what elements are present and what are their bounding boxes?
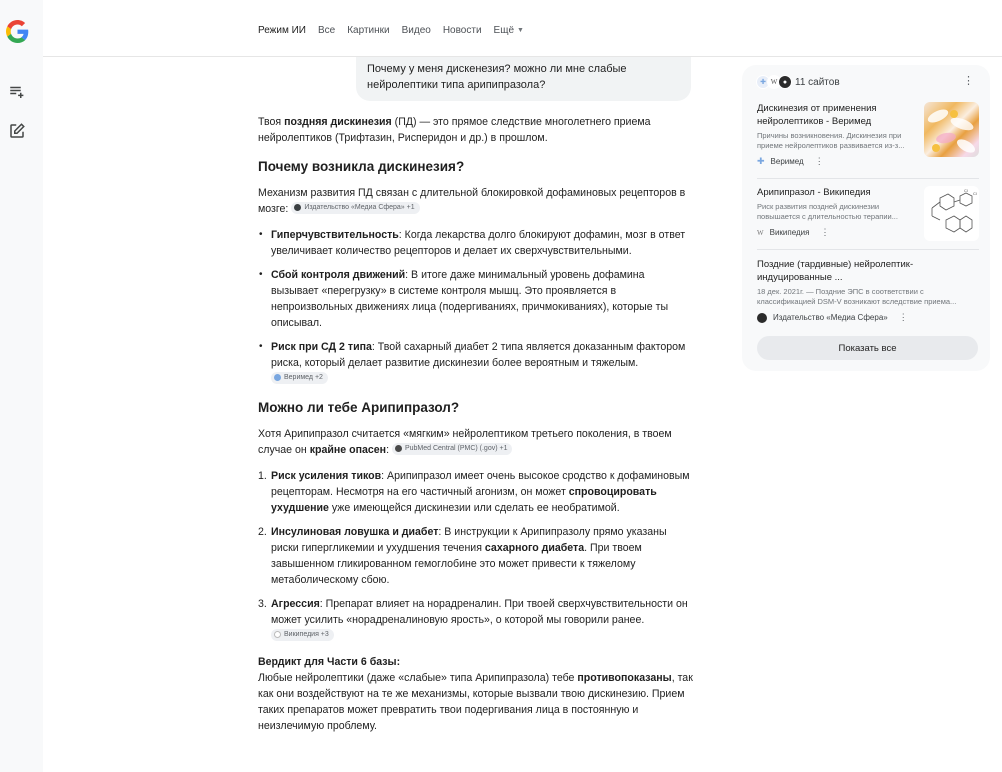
- verdict-title: Вердикт для Части 6 базы:: [258, 656, 401, 668]
- citation-chip[interactable]: [291, 202, 419, 214]
- tab-more[interactable]: [494, 25, 524, 36]
- sources-count: 11 сайтов: [795, 76, 840, 88]
- text: :: [386, 444, 392, 456]
- bold-text: противопоказаны: [577, 672, 672, 684]
- citation-chip[interactable]: [392, 443, 513, 455]
- tab-ai-mode[interactable]: Режим ИИ: [258, 25, 306, 36]
- tab-more-label: Ещё: [493, 25, 515, 36]
- tab-all[interactable]: Все: [317, 25, 336, 36]
- text: Механизм развития ПД связан с длительной блокировкой дофаминовых рецепторов в мозге:: [258, 187, 686, 215]
- wikipedia-favicon-icon: W: [767, 75, 781, 89]
- show-all-button[interactable]: Показать все: [757, 336, 978, 360]
- bold-text: сахарного диабета: [484, 542, 585, 554]
- bold-text: Гиперчувствительность: [271, 229, 399, 241]
- more-options-icon[interactable]: ⋮: [963, 75, 974, 87]
- svg-text:Cl: Cl: [964, 188, 968, 193]
- source-snippet: Причины возникновения. Дискинезия при приеме нейролептиков развивается из-з...: [757, 131, 905, 150]
- list-item: [271, 227, 693, 259]
- source-site-name: Википедия: [769, 228, 810, 237]
- item-number: 3.: [258, 598, 267, 610]
- source-snippet: 18 дек. 2021г. — Поздние ЭПС в соответствии с классификацией DSM-V возникают вследствие приема...: [757, 287, 957, 306]
- more-options-icon[interactable]: ⋮: [898, 312, 908, 322]
- source-title: Дискинезия от применения нейролептиков - Веримед: [757, 103, 877, 127]
- citation-label: Википедия +3: [284, 630, 329, 638]
- text: . При твоем завышенном гликированном гемоглобине это может привести к тяжелому метаболическому сбою.: [271, 542, 642, 586]
- text: (ПД) — это прямое следствие многолетнего приема нейролептиков (Трифтазин, Рисперидон и др.) в прошлом.: [258, 116, 651, 144]
- bold-text: Риск при СД 2 типа: [271, 341, 372, 353]
- verimed-favicon-icon: [274, 374, 281, 381]
- list-item: [258, 596, 693, 644]
- list-item: [271, 267, 693, 331]
- wikipedia-favicon-icon: W: [757, 228, 764, 237]
- mediasphere-favicon-icon: [757, 313, 767, 323]
- source-card[interactable]: [757, 258, 979, 328]
- bullet-list: [271, 227, 693, 387]
- numbered-list: [258, 468, 693, 644]
- molecule-thumbnail: [924, 186, 979, 241]
- source-site-name: Веримед: [770, 157, 804, 166]
- pills-thumbnail: [924, 102, 979, 157]
- source-site: [757, 312, 979, 323]
- google-logo-icon[interactable]: [6, 20, 29, 43]
- section-heading: Почему возникла дискинезия?: [258, 159, 465, 174]
- intro-paragraph: [258, 114, 693, 146]
- list-item: [271, 339, 693, 387]
- item-number: 2.: [258, 526, 267, 538]
- divider: [757, 249, 979, 250]
- bold-text: крайне опасен: [309, 444, 387, 456]
- citation-chip[interactable]: [271, 629, 334, 641]
- left-rail: [0, 0, 43, 772]
- verimed-favicon-icon: ✚: [756, 75, 770, 89]
- section-heading: Можно ли тебе Арипипразол?: [258, 400, 460, 415]
- chevron-down-icon: ▼: [517, 27, 524, 34]
- bold-text: Сбой контроля движений: [271, 269, 406, 281]
- bold-text: Риск усиления тиков: [271, 470, 382, 482]
- source-site-name: Издательство «Медиа Сфера»: [773, 313, 888, 322]
- citation-label: Издательство «Медиа Сфера» +1: [304, 203, 415, 211]
- text: : Арипипразол имеет очень высокое сродство к дофаминовым рецепторам. Несмотря на его частичный агонизм, он может: [271, 470, 690, 498]
- more-options-icon[interactable]: ⋮: [820, 227, 830, 237]
- tab-images[interactable]: Картинки: [347, 25, 390, 36]
- citation-label: Веримед +2: [284, 373, 323, 381]
- divider: [757, 178, 979, 179]
- text: Любые нейролептики (даже «слабые» типа Арипипразола) тебе: [258, 672, 578, 684]
- mechanism-paragraph: [258, 185, 693, 217]
- mediasphere-favicon-icon: ●: [778, 75, 792, 89]
- list-item: [258, 468, 693, 516]
- more-options-icon[interactable]: ⋮: [814, 156, 824, 166]
- source-favicons: [756, 75, 789, 89]
- source-title: Арипипразол - Википедия: [757, 187, 871, 198]
- svg-text:Cl: Cl: [973, 191, 977, 196]
- aripiprazole-paragraph: [258, 426, 693, 458]
- source-card[interactable]: [757, 102, 979, 166]
- mediasphere-favicon-icon: [294, 204, 301, 211]
- text: , так как они воздействуют на те же механизмы, которые вызвали твою дискинезию. Прием таких препаратов может превратить твои подергивания лица в постоянную и неизлечимую проблему.: [258, 672, 693, 732]
- edit-icon[interactable]: [8, 122, 26, 140]
- text: Твоя: [258, 116, 285, 128]
- source-title: Поздние (тардивные) нейролептик-индуцированные ...: [757, 259, 914, 283]
- list-item: [258, 524, 693, 588]
- sources-panel: [742, 65, 990, 371]
- source-snippet: Риск развития поздней дискинезии повышается с длительностью терапии...: [757, 202, 898, 221]
- text: : В инструкции к Арипипразолу прямо указаны риски гипергликемии и ухудшения течения: [271, 526, 667, 554]
- bold-text: спровоцировать ухудшение: [271, 486, 657, 514]
- citation-label: PubMed Central (PMC) (.gov) +1: [404, 444, 508, 452]
- tab-news[interactable]: Новости: [442, 25, 482, 36]
- wikipedia-favicon-icon: [274, 631, 281, 638]
- verdict-paragraph: [258, 654, 693, 734]
- source-card[interactable]: [757, 186, 979, 244]
- text: уже имеющейся дискинезии или сделать ее необратимой.: [328, 502, 620, 514]
- pmc-favicon-icon: [395, 445, 402, 452]
- text: : Препарат влияет на норадреналин. При твоей сверхчувствительности он может усилить «норадреналиновую ярость», о которой мы говорили ранее.: [271, 598, 688, 626]
- new-thread-icon[interactable]: [8, 83, 26, 101]
- bold-text: Инсулиновая ловушка и диабет: [271, 526, 439, 538]
- verimed-favicon-icon: ✚: [757, 156, 765, 166]
- text: Хотя Арипипразол считается «мягким» нейролептиком третьего поколения, в твоем случае он: [258, 428, 672, 456]
- item-number: 1.: [258, 470, 267, 482]
- ai-answer: [258, 114, 693, 744]
- tab-video[interactable]: Видео: [401, 25, 431, 36]
- bold-text: Агрессия: [271, 598, 320, 610]
- search-tabs: [258, 25, 536, 36]
- text: : Когда лекарства долго блокируют дофамин, мозг в ответ увеличивает количество рецепторов и делает их сверхчувствительными.: [271, 229, 686, 257]
- text: : Твой сахарный диабет 2 типа является доказанным фактором риска, который делает развитие дискинезии более вероятным и тяжелым.: [271, 341, 686, 369]
- citation-chip[interactable]: [271, 372, 328, 384]
- top-bar: [43, 0, 1002, 57]
- text: : В итоге даже минимальный уровень дофамина вызывает «перегрузку» в системе контроля мышц. Это проявляется в непроизвольных движениях лица (подергиваниях, причмокиваниях), которые ты описывал.: [271, 269, 669, 329]
- bold-text: поздняя дискинезия: [284, 116, 392, 128]
- source-site: [757, 156, 979, 167]
- sources-header[interactable]: [756, 75, 840, 89]
- user-query-bubble: Почему у меня дискенезия? можно ли мне слабые нейролептики типа арипипразола?: [356, 57, 691, 101]
